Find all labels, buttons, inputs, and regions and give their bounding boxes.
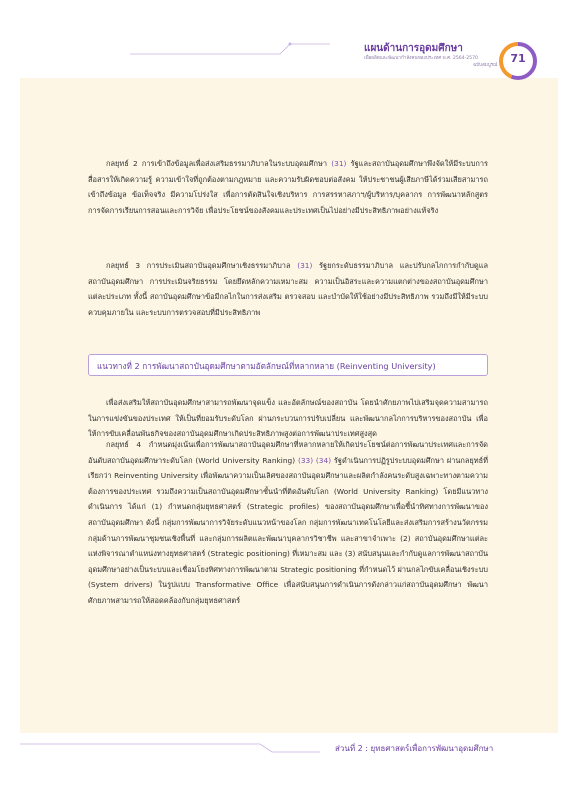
paragraph-strategy-2 [88,156,488,218]
footer-section-label: ส่วนที่ 2 : ยุทธศาสตร์เพื่อการพัฒนาอุดมศึกษา [335,744,494,753]
p1-text-after: รัฐและสถาบันอุดมศึกษาพึงจัดให้มีระบบการสื่อสารให้เกิดความรู้ ความเข้าใจที่ถูกต้องตามกฎหมาย และความรับผิดชอบต่อสังคม ให้ประชาชนผู้เสียภาษีได้ร่วมเสียสามารถเข้าถึงข้อมูล ข้อเท็จจริง มีความโปร่งใส เพื่อการตัดสินใจเชิงบริหาร การสรรหาสภาฯ/ผู้บริหาร/บุคลากร การพัฒนาหลักสูตร การจัดการเรียนการสอนและการวิจัย เพื่อประโยชน์ของสังคมและประเทศเป็นไปอย่างมีประสิทธิภาพอย่างแท้จริง [88,159,488,215]
paragraph-strategy-3 [88,258,488,320]
p1-text-before: กลยุทธ์ 2 การเข้าถึงข้อมูลเพื่อส่งเสริมธรรมาภิบาลในระบบอุดมศึกษา [106,159,327,168]
page-number: 71 [510,52,526,65]
p4-reference: (33) (34) [297,455,332,465]
header-subtitle: เพื่อผลิตและพัฒนากำลังคนของประเทศ พ.ศ. 2564-2570 [364,56,478,61]
p3-text: เพื่อส่งเสริมให้สถาบันอุดมศึกษาสามารถพัฒนาจุดแข็ง และอัตลักษณ์ของสถาบัน โดยนำศักยภาพไปเสริมจุดความสามารถในการแข่งขันของประเทศ ให้เป็นที่ยอมรับระดับโลก ผ่านกระบวนการปรับเปลี่ยน และพัฒนากลไกการบริหารของสถาบัน เพื่อให้การขับเคลื่อนพันธกิจของสถาบันอุดมศึกษาเกิดประสิทธิภาพสูงต่อการพัฒนาประเทศสูงสุด [88,398,488,439]
p2-text-before: กลยุทธ์ 3 การประเมินสถาบันอุดมศึกษาเชิงธรรมาภิบาล [106,261,291,270]
p1-reference: (31) [331,159,347,168]
section-title: แนวทางที่ 2 การพัฒนาสถาบันอุดมศึกษาตามอัตลักษณ์ที่หลากหลาย (Reinventing University) [97,361,436,371]
header-title: แผนด้านการอุดมศึกษา [364,43,463,54]
header-subtitle-2: ฉบับสมบูรณ์ [473,63,498,68]
section-heading-box [88,354,488,376]
p2-reference: (31) [297,261,313,270]
p4-text-before: กลยุทธ์ 4 กำหนดมุ่งเน้นเพื่อการพัฒนาสถาบันอุดมศึกษาที่หลากหลายให้เกิดประโยชน์ต่อการพัฒนาประเทศและการจัดอันดับสถาบันอุดมศึกษาระดับโลก (World University Ranking) [88,440,488,465]
p2-text-after: รัฐยกระดับธรรมาภิบาล และปรับกลไกการกำกับดูแลสถาบันอุดมศึกษา การประเมินจริยธรรม โดยยึดหลักความเหมาะสม ความเป็นอิสระและความแตกต่างของสถาบันอุดมศึกษาแต่ละประเภท ทั้งนี้ สถาบันอุดมศึกษาข้อมีกลไกในการส่งเสริม ตรวจสอบ และบำบัดให้ใช้อย่างมีประสิทธิภาพ รวมถึงมีให้มีระบบควบคุมภายใน และระบบการตรวจสอบที่มีประสิทธิภาพ [88,261,488,317]
footer-decoration [20,740,320,754]
header-decoration [130,36,330,56]
paragraph-intro [88,395,488,442]
p4-text-after: รัฐดำเนินการปฏิรูประบบอุดมศึกษา ผ่านกลยุทธ์ที่เรียกว่า Reinventing University เพื่อพัฒนาความเป็นเลิศของสถาบันอุดมศึกษาและผลิตกำลังคนระดับสูงเฉพาะทางตามความต้องการของประเทศ รวมถึงความเป็นสถาบันอุดมศึกษาชั้นนำที่ติดอันดับโลก (World University Ranking) โดยมีแนวทางดำเนินการ ได้แก่ (1) กำหนดกลุ่มยุทธศาสตร์ (Strategic profiles) ของสถาบันอุดมศึกษาเพื่อชี้นำทิศทางการพัฒนาของสถาบันอุดมศึกษา ดังนี้ กลุ่มการพัฒนาการวิจัยระดับแนวหน้าของโลก กลุ่มการพัฒนาเทคโนโลยีและส่งเสริมการสร้างนวัตกรรม กลุ่มด้านการพัฒนาชุมชนเชิงพื้นที่ และกลุ่มการผลิตและพัฒนาบุคลากรวิชาชีพ และสาขาจำเพาะ (2) สถาบันอุดมศึกษาแต่ละแห่งพิจารณาตำแหน่งทางยุทธศาสตร์ (Strategic positioning) ที่เหมาะสม และ (3) สนับสนุนและกำกับดูแลการพัฒนาสถาบันอุดมศึกษาอย่างเป็นระบบและเชื่อมโยงทิศทางการพัฒนาตาม Strategic positioning ที่กำหนดไว้ ผ่านกลไกขับเคลื่อนเชิงระบบ (System drivers) ในรูปแบบ Transformative Office เพื่อสนับสนุนการดำเนินการดังกล่าวแก่สถาบันอุดมศึกษา พัฒนาศักยภาพสามารถให้สอดคล้องกับกลุ่มยุทธศาสตร์ [88,455,488,605]
paragraph-strategy-4 [88,437,488,609]
